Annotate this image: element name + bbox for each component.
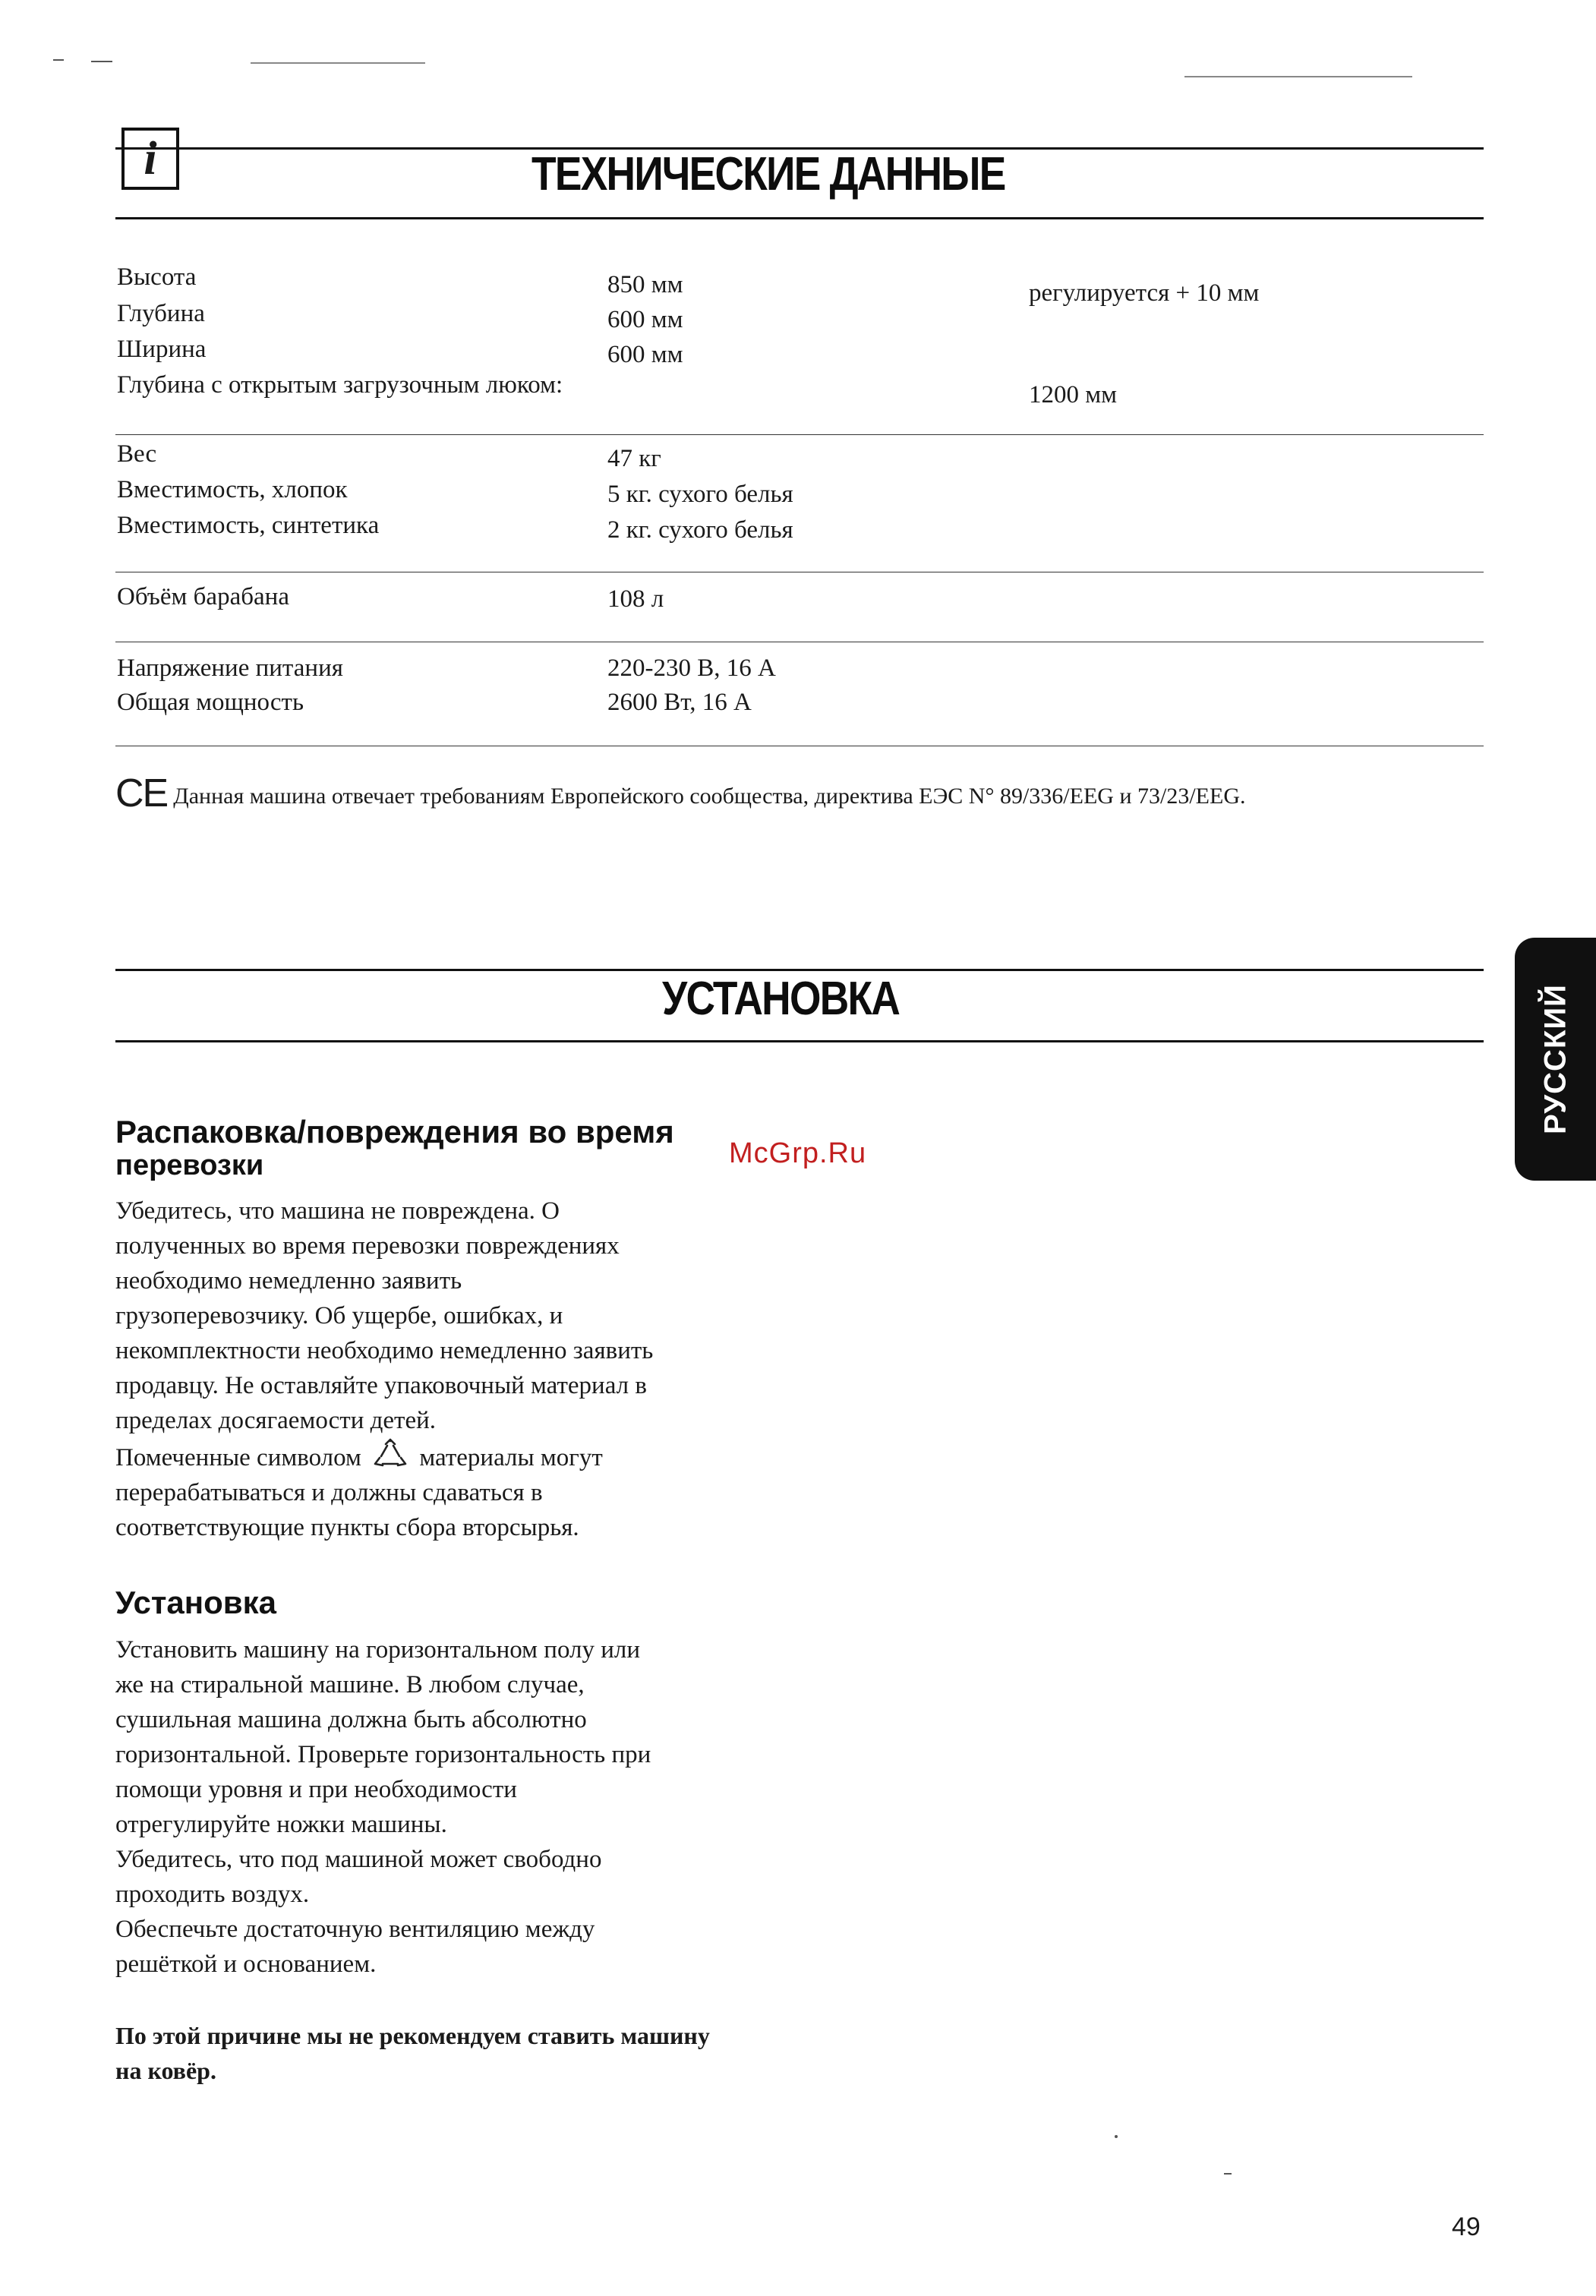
scan-speck xyxy=(1115,2135,1118,2138)
spec-label: Глубина xyxy=(117,300,205,327)
spec-label: Объём барабана xyxy=(117,583,289,610)
spec-label: Общая мощность xyxy=(117,689,304,716)
unpack-heading-cont: перевозки xyxy=(115,1150,264,1181)
spec-value: 108 л xyxy=(607,585,664,613)
spec-value: 220-230 В, 16 А xyxy=(607,654,776,682)
text-line: грузоперевозчику. Об ущербе, ошибках, и xyxy=(115,1302,563,1329)
spec-note: 1200 мм xyxy=(1029,381,1118,408)
spec-note: регулируется + 10 мм xyxy=(1029,279,1260,307)
text-line: горизонтальной. Проверьте горизонтальность при xyxy=(115,1741,651,1768)
spec-value: 600 мм xyxy=(607,341,683,368)
text-line: соответствующие пункты сбора вторсырья. xyxy=(115,1514,579,1541)
spec-value: 2 кг. сухого белья xyxy=(607,516,793,544)
text-line: помощи уровня и при необходимости xyxy=(115,1776,517,1803)
text-line: Установить машину на горизонтальном полу или xyxy=(115,1636,641,1664)
text-line: Обеспечьте достаточную вентиляцию между xyxy=(115,1916,595,1943)
spec-label: Высота xyxy=(117,263,197,291)
watermark: McGrp.Ru xyxy=(729,1137,867,1169)
language-tab-label: РУССКИЙ xyxy=(1538,984,1572,1134)
spec-value: 2600 Вт, 16 А xyxy=(607,689,752,716)
text-line: же на стиральной машине. В любом случае, xyxy=(115,1671,585,1698)
text-line: Убедитесь, что под машиной может свободно xyxy=(115,1846,602,1873)
text-line: полученных во время перевозки повреждениях xyxy=(115,1232,620,1260)
text-line: Убедитесь, что машина не повреждена. О xyxy=(115,1197,560,1225)
carpet-warning xyxy=(115,2018,799,2088)
unpack-heading: Распаковка/повреждения во время xyxy=(115,1114,674,1150)
unpack-text xyxy=(115,1194,799,1545)
install-title: УСТАНОВКА xyxy=(662,973,900,1025)
text-line: перерабатываться и должны сдаваться в xyxy=(115,1479,543,1506)
scan-speck xyxy=(1224,2173,1232,2175)
spec-label: Вместимость, хлопок xyxy=(117,476,348,503)
page-number: 49 xyxy=(1452,2212,1481,2241)
warning-line: По этой причине мы не рекомендуем ставить машину xyxy=(115,2022,710,2049)
spec-value: 47 кг xyxy=(607,445,661,472)
text-line: продавцу. Не оставляйте упаковочный материал в xyxy=(115,1372,647,1399)
scan-speck xyxy=(53,59,64,61)
scan-speck xyxy=(91,61,112,62)
spec-label: Напряжение питания xyxy=(117,654,343,682)
warning-line: на ковёр. xyxy=(115,2057,216,2084)
section-rule-bottom xyxy=(115,217,1484,219)
scan-speck xyxy=(251,62,425,64)
setup-text xyxy=(115,1632,799,1982)
spec-value: 5 кг. сухого белья xyxy=(607,481,793,508)
spec-value: 600 мм xyxy=(607,306,683,333)
install-rule-bottom xyxy=(115,1040,1484,1042)
info-icon-letter: i xyxy=(144,133,157,184)
ce-text: Данная машина отвечает требованиям Европейского сообщества, директива ЕЭС N° 89/336/EEG и 73/23/EEG. xyxy=(173,784,1246,809)
text-line: необходимо немедленно заявить xyxy=(115,1267,462,1295)
ce-mark-icon: CE xyxy=(115,771,168,815)
setup-heading: Установка xyxy=(115,1585,276,1620)
scan-speck xyxy=(1184,76,1412,77)
spec-value: 850 мм xyxy=(607,271,683,298)
spec-label: Глубина с открытым загрузочным люком: xyxy=(117,371,563,399)
text-line: некомплектности необходимо немедленно заявить xyxy=(115,1337,654,1364)
text-line: сушильная машина должна быть абсолютно xyxy=(115,1706,587,1733)
spec-label: Вес xyxy=(117,440,157,468)
text-line: проходить воздух. xyxy=(115,1881,310,1908)
language-tab xyxy=(1515,938,1596,1181)
tech-title: ТЕХНИЧЕСКИЕ ДАННЫЕ xyxy=(531,148,1005,200)
divider xyxy=(115,434,1484,435)
install-rule-top xyxy=(115,969,1484,971)
text-line: отрегулируйте ножки машины. xyxy=(115,1811,447,1838)
info-icon xyxy=(121,128,179,190)
text-line: решёткой и основанием. xyxy=(115,1951,377,1978)
text-line-recycle: Помеченные символом материалы могут xyxy=(115,1438,799,1475)
spec-label: Ширина xyxy=(117,336,207,363)
text-line: пределах досягаемости детей. xyxy=(115,1407,437,1434)
ce-compliance xyxy=(115,771,1246,815)
spec-label: Вместимость, синтетика xyxy=(117,512,380,539)
recycle-icon xyxy=(372,1438,408,1468)
